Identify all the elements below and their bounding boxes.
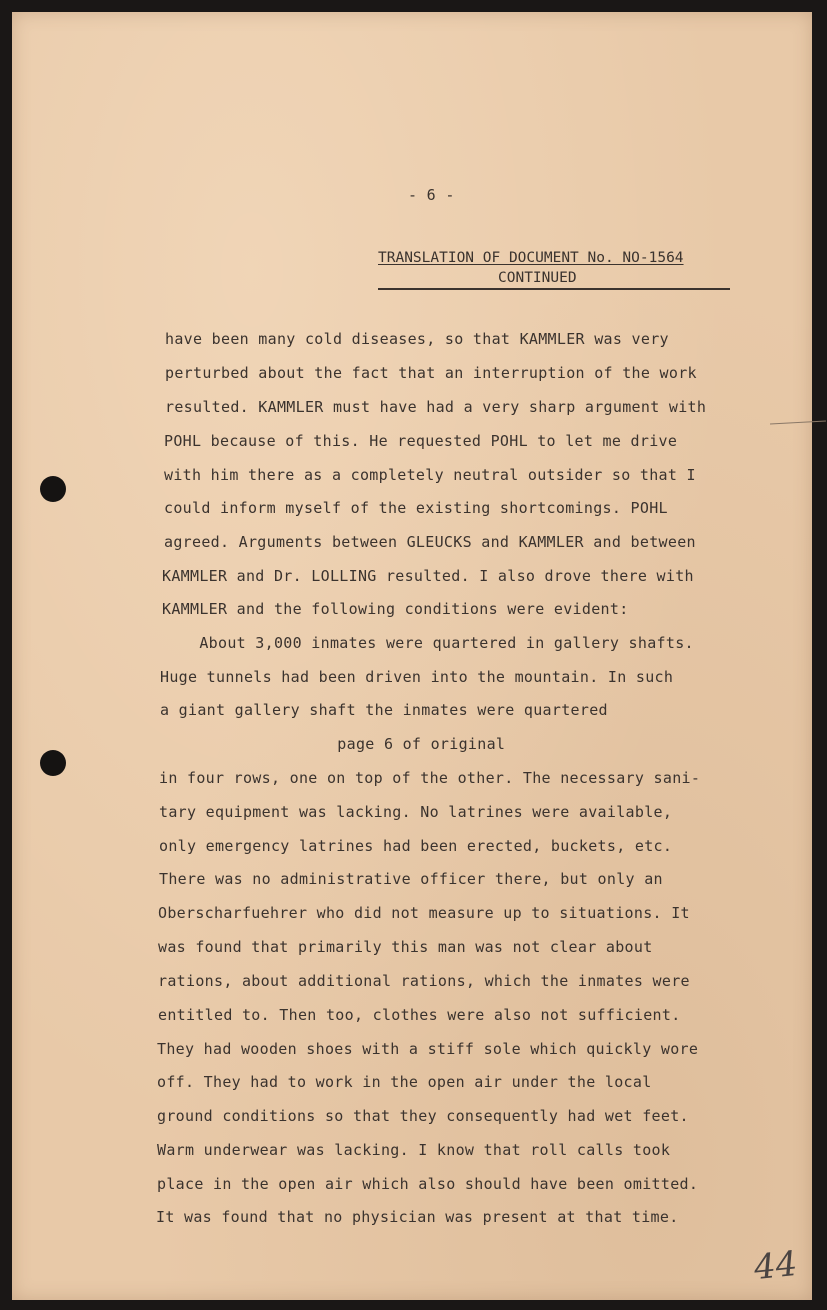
- body-line: only emergency latrines had been erected, buckets, etc.: [159, 837, 673, 855]
- body-line: a giant gallery shaft the inmates were quartered: [160, 701, 608, 719]
- body-line: was found that primarily this man was not clear about: [158, 938, 653, 956]
- body-line: Warm underwear was lacking. I know that roll calls took: [157, 1141, 671, 1159]
- body-line: resulted. KAMMLER must have had a very sharp argument with: [165, 398, 707, 416]
- body-line: in four rows, one on top of the other. The necessary sani-: [159, 769, 701, 787]
- body-line: Huge tunnels had been driven into the mountain. In such: [160, 668, 674, 686]
- punch-hole-lower: [40, 750, 66, 776]
- body-line: There was no administrative officer there, but only an: [159, 870, 663, 888]
- body-line: About 3,000 inmates were quartered in gallery shafts.: [162, 634, 694, 652]
- header-title: TRANSLATION OF DOCUMENT No. NO-1564: [378, 250, 684, 266]
- body-line: off. They had to work in the open air under the local: [157, 1073, 652, 1091]
- page-number: - 6 -: [408, 186, 455, 204]
- body-line: have been many cold diseases, so that KAMMLER was very: [165, 330, 669, 348]
- body-line: perturbed about the fact that an interruption of the work: [165, 364, 697, 382]
- body-line: place in the open air which also should have been omitted.: [157, 1175, 699, 1193]
- punch-hole-upper: [40, 476, 66, 502]
- body-line: POHL because of this. He requested POHL to let me drive: [164, 432, 678, 450]
- body-line: entitled to. Then too, clothes were also not sufficient.: [158, 1006, 681, 1024]
- body-line: tary equipment was lacking. No latrines were available,: [159, 803, 673, 821]
- header-continued: CONTINUED: [498, 270, 577, 286]
- page-of-original-note: page 6 of original: [160, 735, 506, 753]
- body-line: ground conditions so that they consequently had wet feet.: [157, 1107, 689, 1125]
- body-line: agreed. Arguments between GLEUCKS and KAMMLER and between: [164, 533, 696, 551]
- body-line: Oberscharfuehrer who did not measure up to situations. It: [158, 904, 690, 922]
- body-line: They had wooden shoes with a stiff sole which quickly wore: [157, 1040, 699, 1058]
- body-line: It was found that no physician was present at that time.: [156, 1208, 679, 1226]
- body-line: KAMMLER and the following conditions were evident:: [162, 600, 629, 618]
- body-line: rations, about additional rations, which the inmates were: [158, 972, 690, 990]
- document-page: [12, 12, 812, 1300]
- stray-pencil-mark: [770, 421, 826, 425]
- handwritten-page-mark: 44: [752, 1243, 800, 1289]
- header-rule: [378, 288, 730, 290]
- body-line: could inform myself of the existing shortcomings. POHL: [164, 499, 668, 517]
- body-line: with him there as a completely neutral outsider so that I: [164, 466, 696, 484]
- body-line: KAMMLER and Dr. LOLLING resulted. I also drove there with: [162, 567, 694, 585]
